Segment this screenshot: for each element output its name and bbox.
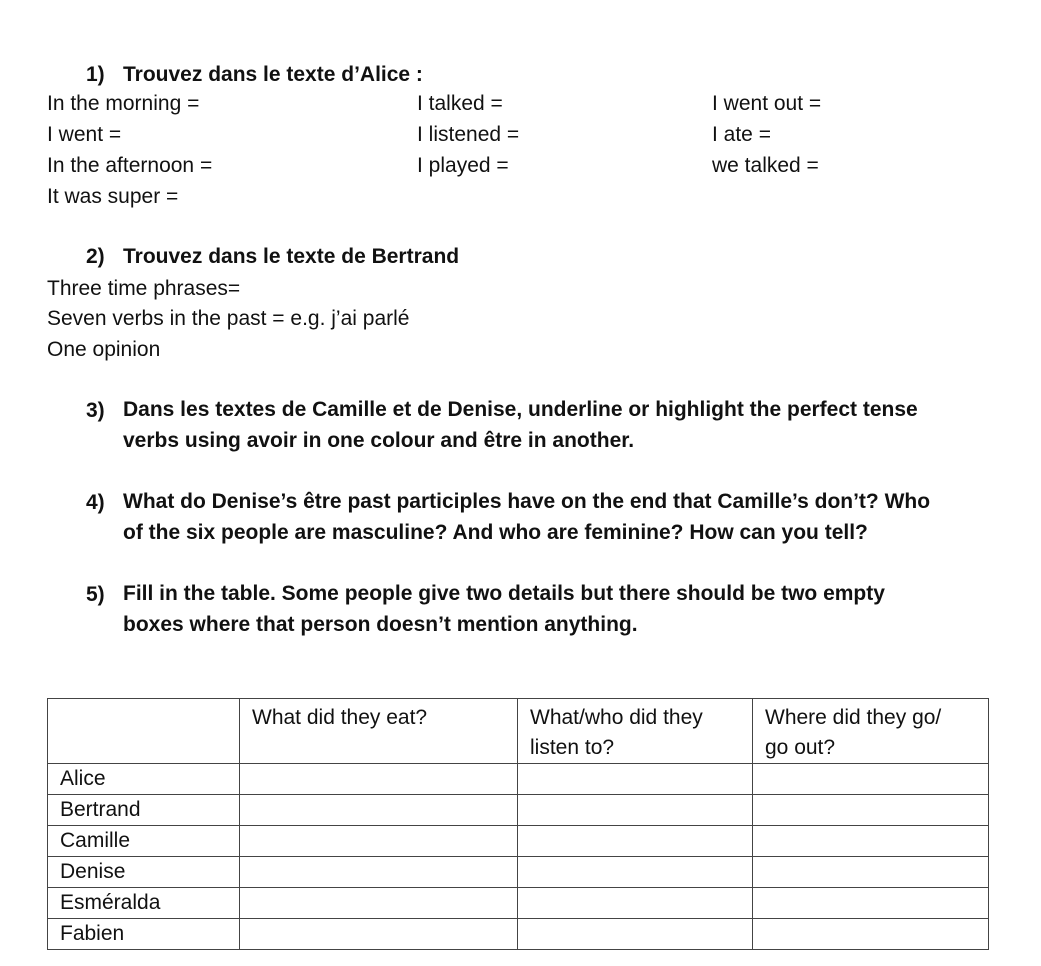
row-name: Bertrand [48, 795, 240, 826]
q1-col1-item: In the morning = [47, 92, 200, 115]
q1-col2-item: I played = [417, 154, 509, 177]
header-cell-listen [518, 699, 753, 764]
header-text: What did they eat? [252, 706, 428, 729]
q1-col1-item: It was super = [47, 185, 179, 208]
q2-title: Trouvez dans le texte de Bertrand [123, 245, 460, 268]
q5-number: 5) [86, 583, 105, 606]
table-row [48, 826, 989, 857]
header-text: listen to? [530, 736, 615, 759]
header-cell-go-out [753, 699, 989, 764]
answer-cell[interactable] [240, 826, 518, 857]
header-text: What/who did they [530, 706, 703, 729]
answer-cell[interactable] [753, 826, 989, 857]
header-text: Where did they go/ [765, 706, 942, 729]
q5-line: boxes where that person doesn’t mention anything. [123, 613, 638, 636]
answer-cell[interactable] [240, 795, 518, 826]
q4-line: What do Denise’s être past participles have on the end that Camille’s don’t? Who [123, 490, 931, 513]
answer-cell[interactable] [753, 795, 989, 826]
q1-col1-item: I went = [47, 123, 122, 146]
q3-line: verbs using avoir in one colour and être in another. [123, 429, 635, 452]
table-header-row [48, 699, 989, 764]
q1-col2-item: I listened = [417, 123, 520, 146]
answer-table [47, 698, 989, 950]
q4-line: of the six people are masculine? And who are feminine? How can you tell? [123, 521, 868, 544]
header-text: go out? [765, 736, 836, 759]
table-row [48, 795, 989, 826]
row-name: Camille [48, 826, 240, 857]
row-name: Fabien [48, 919, 240, 950]
q1-col3-item: I ate = [712, 123, 771, 146]
q5-line: Fill in the table. Some people give two details but there should be two empty [123, 582, 885, 605]
row-name: Esméralda [48, 888, 240, 919]
q3-line: Dans les textes de Camille et de Denise, underline or highlight the perfect tense [123, 398, 918, 421]
q4-number: 4) [86, 491, 105, 514]
answer-cell[interactable] [753, 888, 989, 919]
answer-cell[interactable] [518, 795, 753, 826]
row-name: Alice [48, 764, 240, 795]
answer-cell[interactable] [753, 857, 989, 888]
q1-number: 1) [86, 63, 105, 86]
q1-col3-item: we talked = [712, 154, 819, 177]
q1-col2-item: I talked = [417, 92, 503, 115]
q2-line: Seven verbs in the past = e.g. j’ai parlé [47, 307, 410, 330]
row-name: Denise [48, 857, 240, 888]
q2-line: One opinion [47, 338, 161, 361]
answer-cell[interactable] [518, 826, 753, 857]
answer-cell[interactable] [240, 764, 518, 795]
table-row [48, 857, 989, 888]
answer-cell[interactable] [753, 764, 989, 795]
q2-number: 2) [86, 245, 105, 268]
q3-number: 3) [86, 399, 105, 422]
answer-cell[interactable] [240, 857, 518, 888]
answer-cell[interactable] [518, 919, 753, 950]
answer-cell[interactable] [518, 857, 753, 888]
table-row [48, 888, 989, 919]
answer-cell[interactable] [240, 888, 518, 919]
table-row [48, 764, 989, 795]
header-cell-blank [48, 699, 240, 764]
q2-line: Three time phrases= [47, 277, 241, 300]
q1-title: Trouvez dans le texte d’Alice : [123, 63, 423, 86]
header-cell-eat [240, 699, 518, 764]
table-row [48, 919, 989, 950]
q1-col3-item: I went out = [712, 92, 822, 115]
answer-cell[interactable] [240, 919, 518, 950]
answer-cell[interactable] [753, 919, 989, 950]
answer-cell[interactable] [518, 888, 753, 919]
answer-cell[interactable] [518, 764, 753, 795]
q1-col1-item: In the afternoon = [47, 154, 213, 177]
